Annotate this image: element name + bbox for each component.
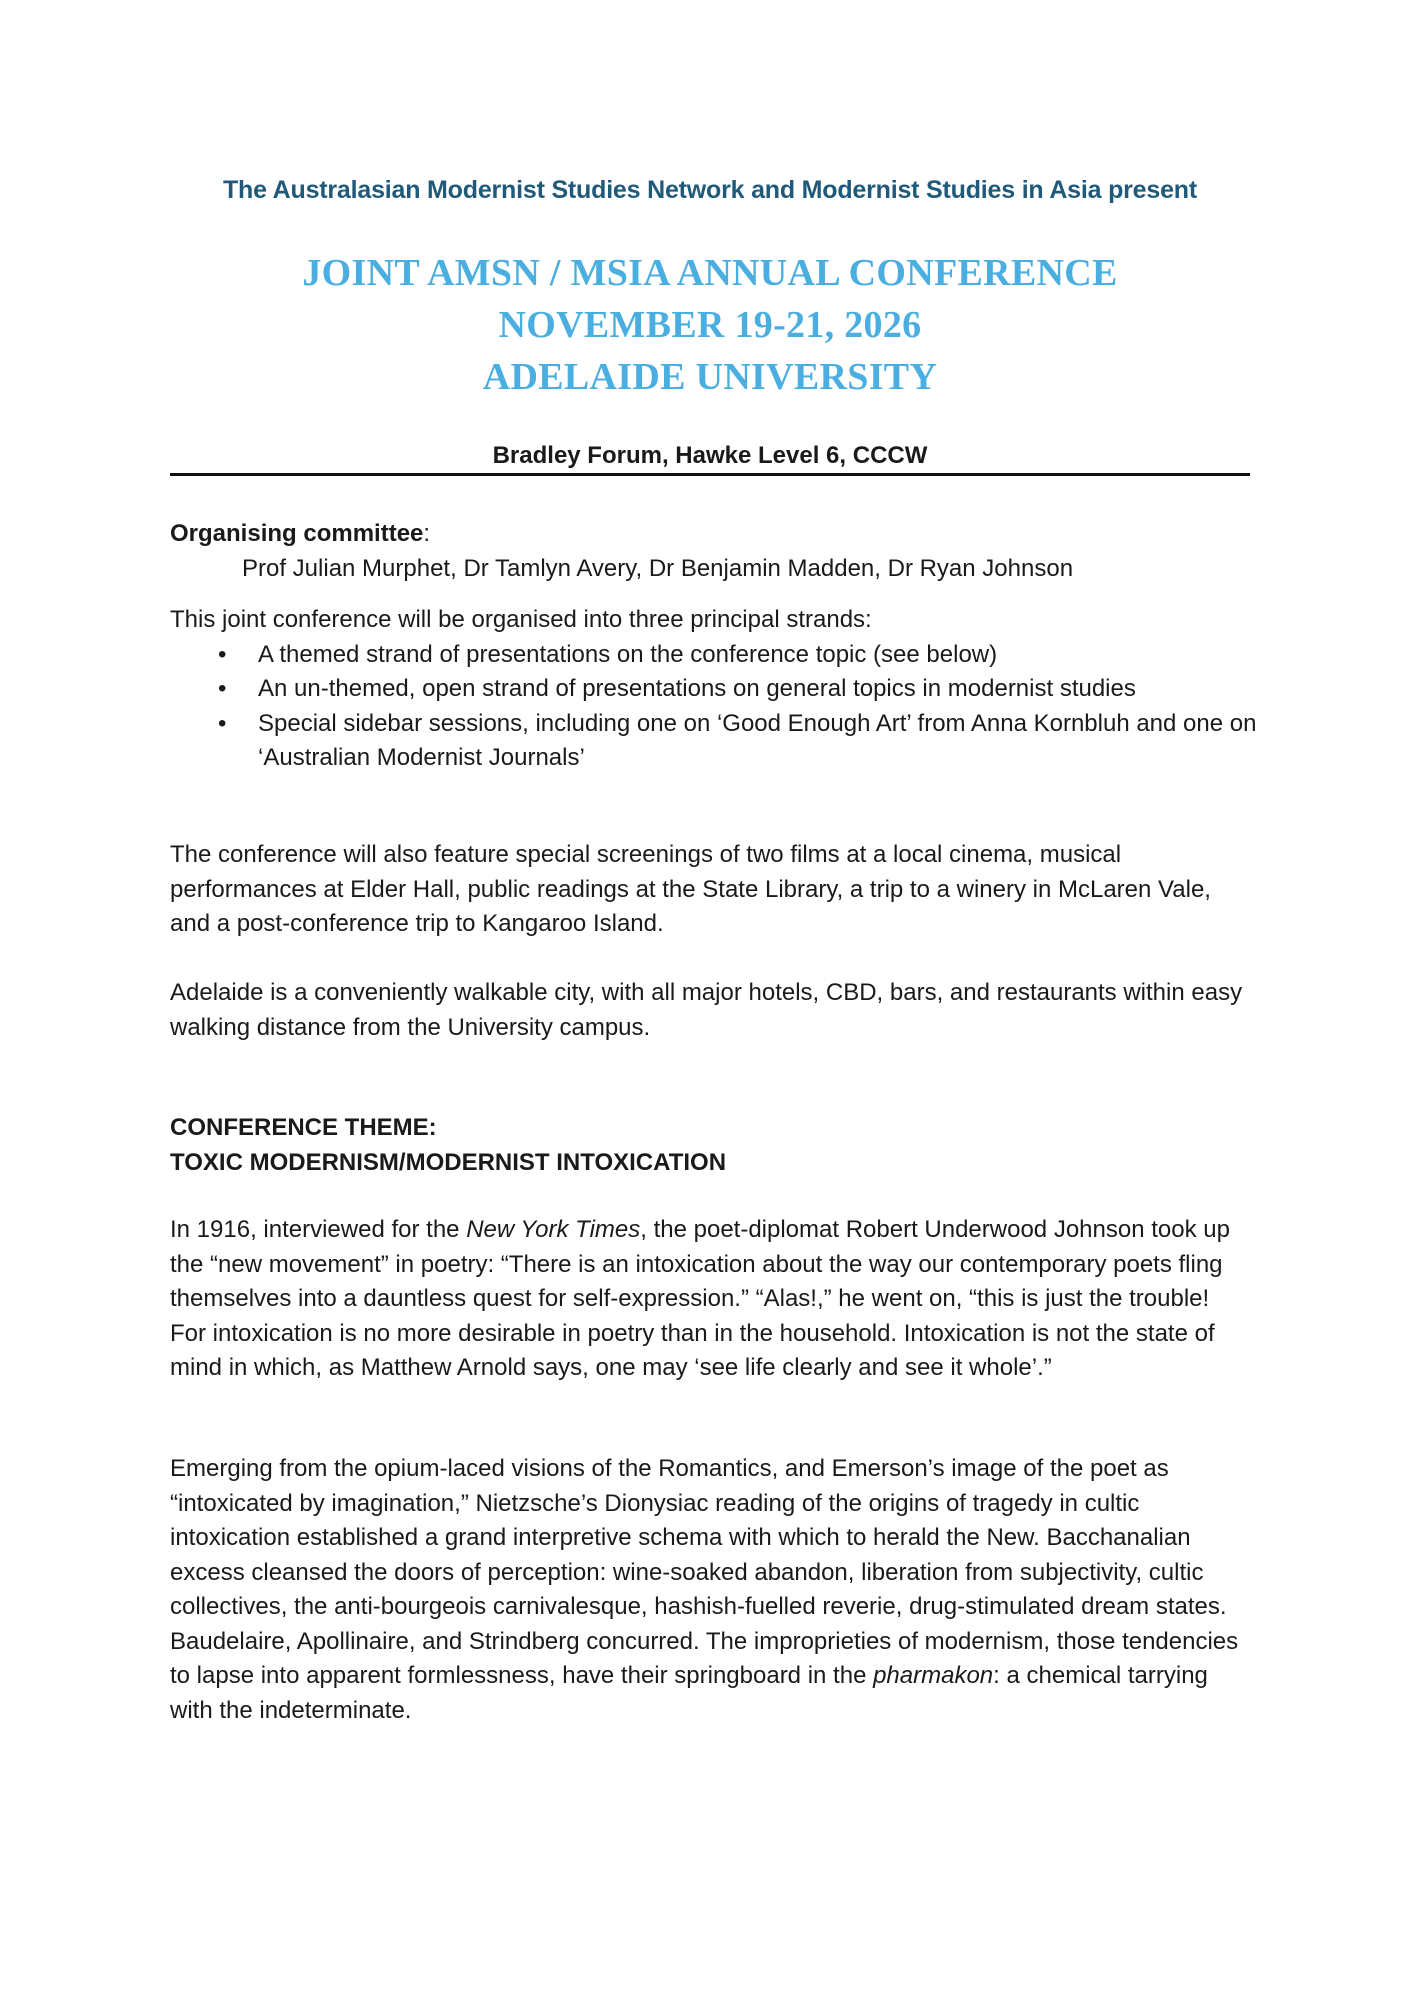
conference-title — [170, 247, 1250, 403]
list-item — [170, 672, 1258, 707]
bullet-icon: • — [218, 675, 227, 702]
divider — [170, 473, 1250, 476]
bullet-icon: • — [218, 640, 227, 668]
bullet-icon: • — [218, 709, 227, 737]
list-item-text: A themed strand of presentations on the conference topic (see below) — [258, 640, 998, 668]
city-paragraph: Adelaide is a conveniently walkable city, with all major hotels, CBD, bars, and restaurants within easy walking distance from the University campus. — [170, 979, 1243, 1041]
text-run: In 1916, interviewed for the — [170, 1216, 467, 1243]
theme-heading-block — [170, 1111, 1250, 1180]
theme-paragraph-2 — [170, 1452, 1250, 1728]
text-run: Emerging from the opium-laced visions of the Romantics, and Emerson’s image of the poet as “intoxicated by imagination,” Nietzsche’s Dionysiac reading of the origins of tragedy in cultic intoxication established a grand interpretive schema with which to herald the New. Bacchanalian excess cleansed the doors of perception: wine-soaked abandon, liberation from subjectivity, cultic collectives, the anti-bourgeois carnivalesque, hashish-fuelled reverie, drug-stimulated dream states. Baudelaire, Apollinaire, and Strindberg concurred. The improprieties of modernism, those tendencies to lapse into apparent formlessness, have their springboard in the — [170, 1455, 1239, 1689]
committee-label: Organising committee — [170, 520, 424, 547]
strands-list — [170, 638, 1257, 776]
list-item — [170, 638, 1258, 673]
committee-colon: : — [423, 520, 431, 547]
strands-intro: This joint conference will be organised into three principal strands: — [170, 606, 872, 633]
committee-members: Prof Julian Murphet, Dr Tamlyn Avery, Dr Benjamin Madden, Dr Ryan Johnson — [242, 554, 1074, 582]
committee-section — [170, 517, 1250, 586]
newspaper-title: New York Times — [466, 1216, 641, 1243]
title-line-dates: NOVEMBER 19-21, 2026 — [498, 304, 922, 346]
title-line-university: ADELAIDE UNIVERSITY — [482, 356, 938, 398]
text-run: : a chemical tarrying with the indeterminate. — [170, 1662, 1208, 1724]
presenter-line: The Australasian Modernist Studies Network and Modernist Studies in Asia present — [222, 176, 1197, 204]
list-item-text: An un-themed, open strand of presentations on general topics in modernist studies — [258, 675, 1136, 702]
theme-subheading: TOXIC MODERNISM/MODERNIST INTOXICATION — [170, 1148, 727, 1176]
title-line-name: JOINT AMSN / MSIA ANNUAL CONFERENCE — [302, 252, 1118, 294]
venue: Bradley Forum, Hawke Level 6, CCCW — [492, 442, 928, 469]
theme-paragraph-1 — [170, 1213, 1250, 1386]
features-paragraph: The conference will also feature special screenings of two films at a local cinema, musical performances at Elder Hall, public readings at the State Library, a trip to a winery in McLaren Vale, and a post-conference trip to Kangaroo Island. — [170, 841, 1211, 937]
list-item-text: Special sidebar sessions, including one on ‘Good Enough Art’ from Anna Kornbluh and one on ‘Australian Modernist Journals’ — [258, 709, 1257, 771]
pharmakon-term: pharmakon — [873, 1662, 994, 1689]
text-run: , the poet-diplomat Robert Underwood Johnson took up the “new movement” in poetry: “There is an intoxication about the way our contemporary poets fling themselves into a dauntless quest for self-expression.” “Alas!,” he went on, “this is just the trouble! For intoxication is no more desirable in poetry than in the household. Intoxication is not the state of mind in which, as Matthew Arnold says, one may ‘see life clearly and see it whole’.” — [170, 1216, 1230, 1381]
theme-heading: CONFERENCE THEME: — [170, 1114, 437, 1141]
strands-section — [170, 603, 1257, 776]
list-item — [170, 707, 1258, 776]
